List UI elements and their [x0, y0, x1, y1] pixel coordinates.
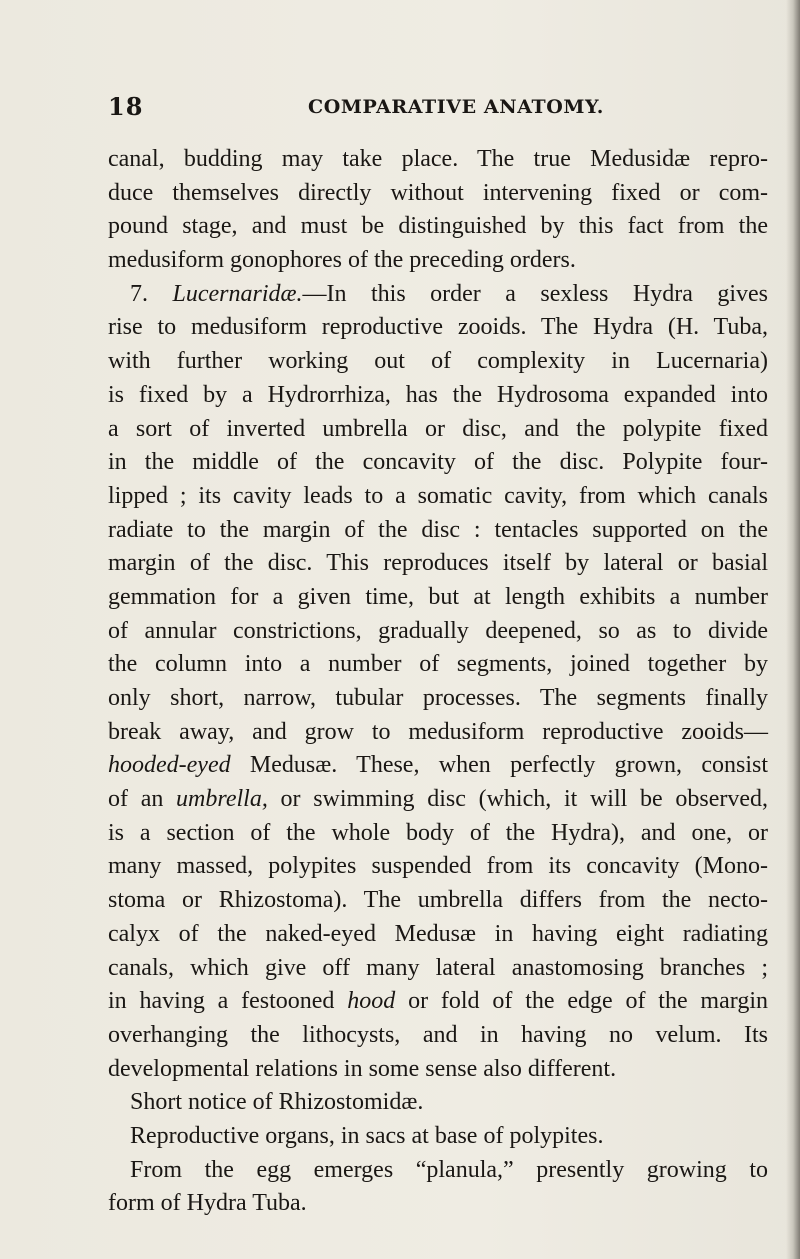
text-segment: From the egg emerges “planula,” presently growing to	[130, 1156, 768, 1183]
text-line	[108, 278, 768, 312]
text-segment: with further working out of complexity in Lucernaria)	[108, 348, 768, 375]
text-segment: medusiform gonophores of the preceding orders.	[108, 247, 576, 274]
text-segment: of an	[108, 786, 177, 813]
text-line	[108, 850, 768, 884]
text-line	[108, 446, 768, 480]
text-line	[108, 918, 768, 952]
body-text	[108, 143, 768, 1221]
text-segment: in the middle of the concavity of the disc. Polypite four-	[108, 449, 768, 476]
text-line	[108, 1019, 768, 1053]
text-segment: Reproductive organs, in sacs at base of polypites.	[130, 1122, 604, 1149]
text-line	[108, 648, 768, 682]
italic-term: umbrella,	[176, 786, 268, 813]
text-segment: form of Hydra Tuba.	[108, 1190, 307, 1217]
text-line	[108, 177, 768, 211]
text-segment: is a section of the whole body of the Hydra), and one, or	[108, 819, 768, 846]
text-line	[108, 480, 768, 514]
text-segment: or fold of the edge of the margin	[395, 988, 768, 1015]
text-line	[108, 547, 768, 581]
text-segment: break away, and grow to medusiform reproductive zooids—	[108, 718, 768, 745]
text-line	[108, 345, 768, 379]
text-line	[108, 952, 768, 986]
text-line	[108, 514, 768, 548]
text-segment: gemmation for a given time, but at length exhibits a number	[108, 583, 768, 610]
text-line	[108, 985, 768, 1019]
text-segment: a sort of inverted umbrella or disc, and the polypite fixed	[108, 415, 768, 442]
text-line	[108, 817, 768, 851]
text-segment: calyx of the naked-eyed Medusæ in having eight radiating	[108, 920, 768, 947]
text-segment: many massed, polypites suspended from its concavity (Mono-	[108, 853, 768, 880]
text-line	[108, 581, 768, 615]
text-segment: Medusæ. These, when perfectly grown, consist	[230, 752, 768, 779]
text-segment: 7.	[130, 280, 173, 307]
running-head	[108, 92, 768, 122]
text-line	[108, 1053, 768, 1087]
text-line	[108, 1154, 768, 1188]
text-segment: Short notice of Rhizostomidæ.	[130, 1089, 424, 1116]
text-segment: the column into a number of segments, joined together by	[108, 651, 768, 678]
text-segment: pound stage, and must be distinguished by this fact from the	[108, 213, 768, 240]
text-line	[108, 615, 768, 649]
text-segment: developmental relations in some sense also different.	[108, 1055, 617, 1082]
text-line	[108, 210, 768, 244]
text-line	[108, 1187, 768, 1221]
text-line	[108, 682, 768, 716]
text-line	[108, 1120, 768, 1154]
text-segment: only short, narrow, tubular processes. The segments finally	[108, 685, 768, 711]
text-line	[108, 244, 768, 278]
text-segment: in having a festooned	[108, 988, 348, 1015]
text-line	[108, 143, 768, 177]
text-line	[108, 1086, 768, 1120]
text-line	[108, 413, 768, 447]
text-segment: canal, budding may take place. The true Medusidæ repro-	[108, 146, 768, 172]
text-line	[108, 311, 768, 345]
text-segment: or swimming disc (which, it will be observed,	[267, 786, 768, 813]
text-segment: margin of the disc. This reproduces itself by lateral or basial	[108, 550, 768, 577]
text-segment: radiate to the margin of the disc : tentacles supported on the	[108, 516, 768, 543]
text-segment: duce themselves directly without intervening fixed or com-	[108, 179, 768, 206]
text-segment: is fixed by a Hydrorrhiza, has the Hydrosoma expanded into	[108, 381, 768, 408]
text-line	[108, 749, 768, 783]
text-line	[108, 783, 768, 817]
page-edge-shadow	[786, 0, 800, 1259]
text-segment: lipped ; its cavity leads to a somatic cavity, from which canals	[108, 482, 768, 509]
running-title: COMPARATIVE ANATOMY.	[308, 96, 604, 118]
text-segment: rise to medusiform reproductive zooids. The Hydra (H. Tuba,	[108, 314, 768, 341]
text-line	[108, 884, 768, 918]
italic-term: hooded-eyed	[108, 752, 231, 779]
text-segment: overhanging the lithocysts, and in having no velum. Its	[108, 1021, 768, 1048]
text-segment: stoma or Rhizostoma). The umbrella differs from the necto-	[108, 887, 768, 914]
text-segment: canals, which give off many lateral anastomosing branches ;	[108, 954, 768, 981]
text-line	[108, 716, 768, 750]
italic-term: hood	[347, 988, 396, 1015]
page-number: 18	[108, 92, 144, 121]
text-line	[108, 379, 768, 413]
text-segment: of annular constrictions, gradually deepened, so as to divide	[108, 617, 768, 644]
text-segment: —In this order a sexless Hydra gives	[302, 280, 768, 307]
italic-term: Lucernaridæ.	[172, 280, 303, 307]
